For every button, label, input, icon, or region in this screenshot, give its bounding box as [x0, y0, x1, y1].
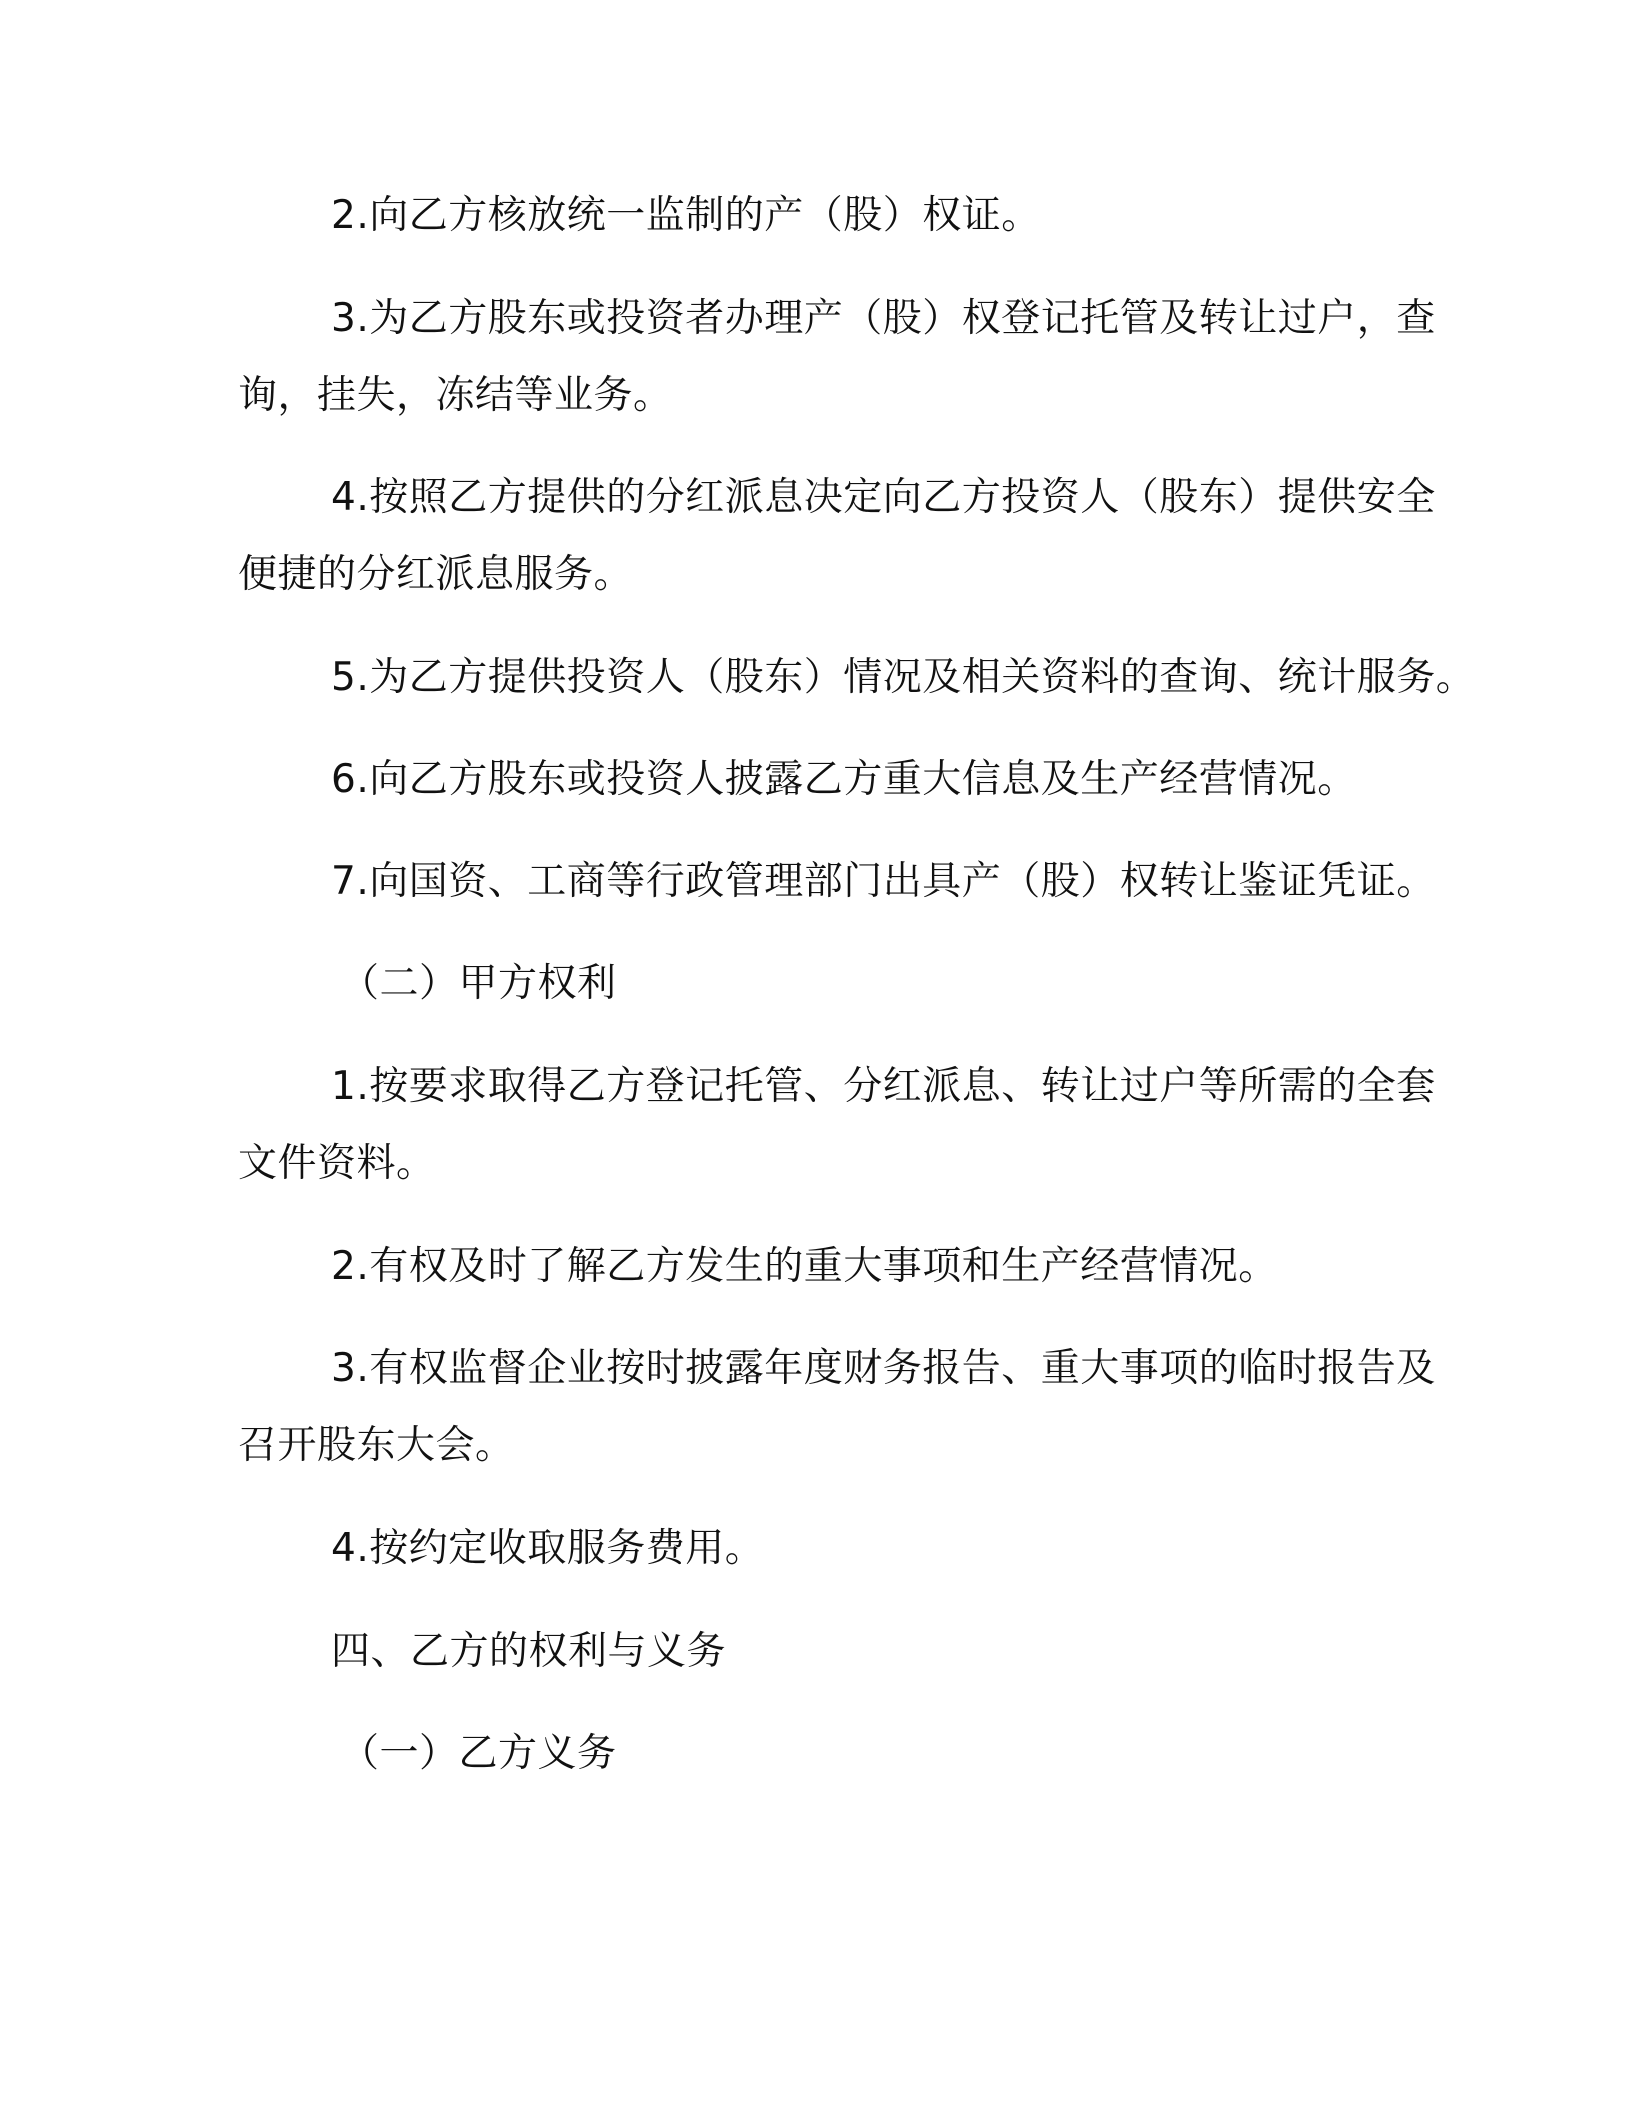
- rights-item-1-line-2: 文件资料。: [238, 1141, 436, 1186]
- item-7-transfer-certificate: 7.向国资、工商等行政管理部门出具产（股）权转让鉴证凭证。: [331, 859, 1436, 904]
- item-4-dividend-line-2: 便捷的分红派息服务。: [238, 552, 634, 597]
- rights-item-1-line-1: 1.按要求取得乙方登记托管、分红派息、转让过户等所需的全套: [331, 1064, 1436, 1109]
- rights-item-3-line-1: 3.有权监督企业按时披露年度财务报告、重大事项的临时报告及: [331, 1346, 1436, 1391]
- rights-item-4: 4.按约定收取服务费用。: [331, 1526, 765, 1571]
- section-party-b-obligations-heading: （一）乙方义务: [340, 1731, 617, 1776]
- item-6-disclosure: 6.向乙方股东或投资人披露乙方重大信息及生产经营情况。: [331, 757, 1357, 802]
- rights-item-2: 2.有权及时了解乙方发生的重大事项和生产经营情况。: [331, 1244, 1278, 1289]
- rights-item-3-line-2: 召开股东大会。: [238, 1423, 515, 1468]
- item-5-inquiry-service: 5.为乙方提供投资人（股东）情况及相关资料的查询、统计服务。: [331, 655, 1476, 700]
- item-3-registration-line-2: 询，挂失，冻结等业务。: [238, 373, 673, 418]
- item-2-issue-certificates: 2.向乙方核放统一监制的产（股）权证。: [331, 193, 1041, 238]
- section-party-a-rights-heading: （二）甲方权利: [340, 961, 617, 1006]
- section-four-heading: 四、乙方的权利与义务: [331, 1629, 727, 1674]
- item-3-registration-line-1: 3.为乙方股东或投资者办理产（股）权登记托管及转让过户，查: [331, 296, 1436, 341]
- item-4-dividend-line-1: 4.按照乙方提供的分红派息决定向乙方投资人（股东）提供安全: [331, 475, 1436, 520]
